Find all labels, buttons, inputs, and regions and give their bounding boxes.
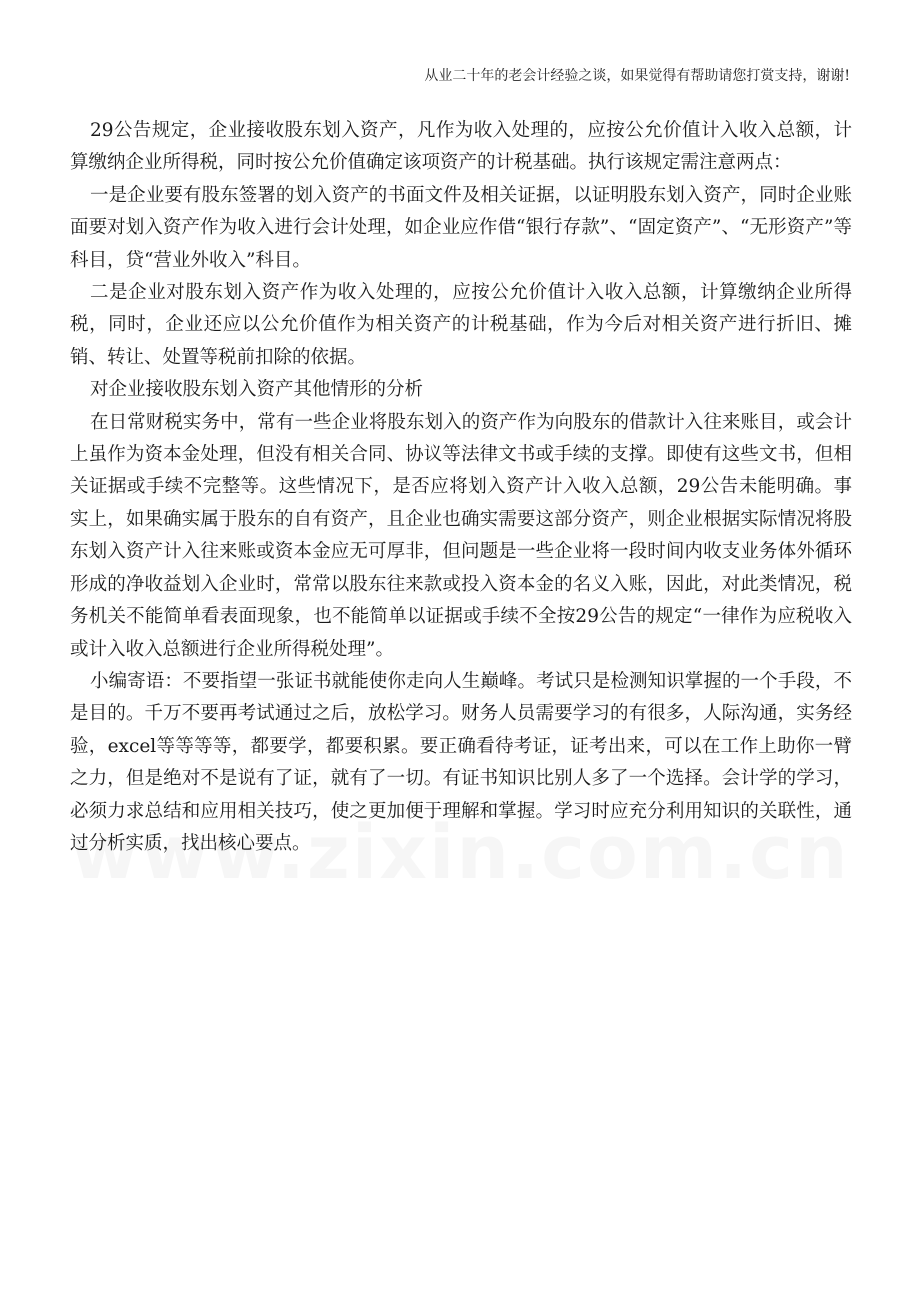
paragraph-point-two: 二是企业对股东划入资产作为收入处理的，应按公允价值计入收入总额，计算缴纳企业所得税，同时，企业还应以公允价值作为相关资产的计税基础，作为今后对相关资产进行折旧、摊销、转让、处置等税前扣除的依据。: [70, 282, 852, 368]
section-heading-other-cases: 对企业接收股东划入资产其他情形的分析: [90, 379, 424, 401]
article-body: [70, 115, 852, 860]
paragraph-practice-analysis: 在日常财税实务中，常有一些企业将股东划入的资产作为向股东的借款计入往来账目，或会计上虽作为资本金处理，但没有相关合同、协议等法律文书或手续的支撑。即使有这些文书，但相关证据或手续不完整等。这些情况下，是否应将划入资产计入收入总额，29公告未能明确。事实上，如果确实属于股东的自有资产，且企业也确实需要这部分资产，则企业根据实际情况将股东划入资产计入往来账或资本金应无可厚非，但问题是一些企业将一段时间内收支业务体外循环形成的净收益划入企业时，常常以股东往来款或投入资本金的名义入账，因此，对此类情况，税务机关不能简单看表面现象，也不能简单以证据或手续不全按29公告的规定“一律作为应税收入或计入收入总额进行企业所得税处理”。: [70, 411, 852, 660]
page-header-note: 从业二十年的老会计经验之谈，如果觉得有帮助请您打赏支持，谢谢!: [424, 68, 850, 84]
paragraph-point-one: 一是企业要有股东签署的划入资产的书面文件及相关证据，以证明股东划入资产，同时企业账面要对划入资产作为收入进行会计处理，如企业应作借“银行存款”、“固定资产”、“无形资产”等科目，贷“营业外收入”科目。: [70, 184, 852, 271]
paragraph-editor-note: 小编寄语：不要指望一张证书就能使你走向人生巅峰。考试只是检测知识掌握的一个手段，不是目的。千万不要再考试通过之后，放松学习。财务人员需要学习的有很多，人际沟通，实务经验，excel等等等等，都要学，都要积累。要正确看待考证，证考出来，可以在工作上助你一臂之力，但是绝对不是说有了证，就有了一切。有证书知识比别人多了一个选择。会计学的学习，必须力求总结和应用相关技巧，使之更加便于理解和掌握。学习时应充分利用知识的关联性，通过分析实质，找出核心要点。: [70, 670, 852, 854]
paragraph-announcement-29: 29公告规定，企业接收股东划入资产，凡作为收入处理的，应按公允价值计入收入总额，计算缴纳企业所得税，同时按公允价值确定该项资产的计税基础。执行该规定需注意两点：: [70, 120, 852, 174]
